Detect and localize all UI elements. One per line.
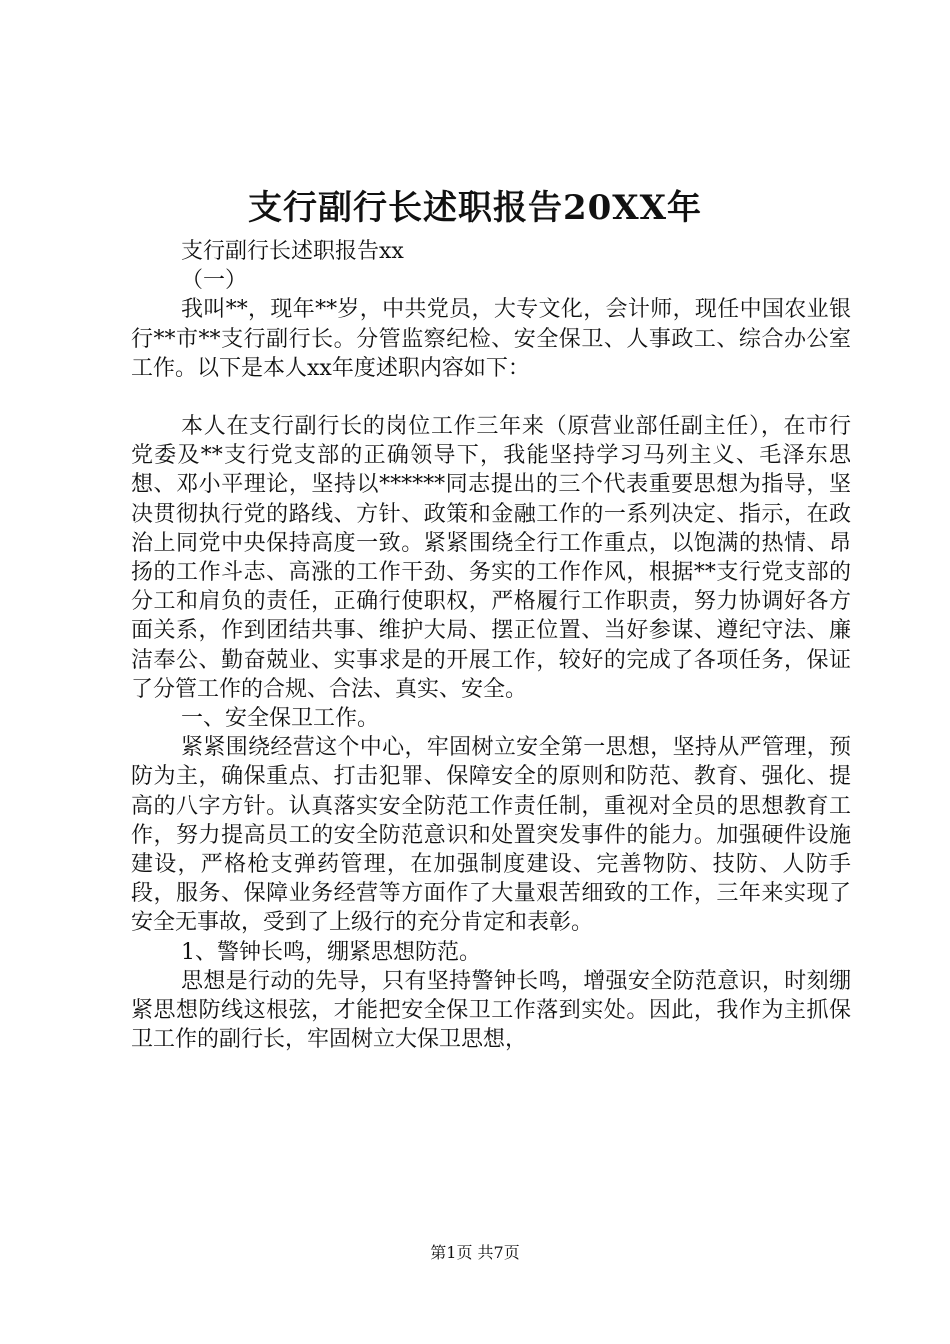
section-heading: 一、安全保卫工作。: [181, 706, 380, 732]
body-paragraph: 紧紧围绕经营这个中心，牢固树立安全第一思想，坚持从严管理，预防为主，确保重点、打击犯罪、保障安全的原则和防范、教育、强化、提高的八字方针。认真落实安全防范工作责任制，重视对全员的思想教育工作，努力提高员工的安全防范意识和处置突发事件的能力。加强硬件设施建设，严格枪支弹药管理，在加强制度建设、完善物防、技防、人防手段，服务、保障业务经营等方面作了大量艰苦细致的工作，三年来实现了安全无事故，受到了上级行的充分肯定和表彰。: [131, 735, 851, 936]
body-paragraph: 思想是行动的先导，只有坚持警钟长鸣，增强安全防范意识，时刻绷紧思想防线这根弦，才能把安全保卫工作落到实处。因此，我作为主抓保卫工作的副行长，牢固树立大保卫思想，: [131, 968, 851, 1053]
intro-paragraph: 我叫**，现年**岁，中共党员，大专文化，会计师，现任中国农业银行**市**支行副行长。分管监察纪检、安全保卫、人事政工、综合办公室工作。以下是本人xx年度述职内容如下：: [131, 297, 851, 381]
page-number-footer: 第1页 共7页: [430, 1243, 520, 1262]
document-body: [131, 237, 851, 1054]
subtitle-paragraph: 支行副行长述职报告xx: [181, 239, 404, 264]
body-paragraph: 本人在支行副行长的岗位工作三年来（原营业部任副主任），在市行党委及**支行党支部的正确领导下，我能坚持学习马列主义、毛泽东思想、邓小平理论，坚持以******同志提出的三个代表重要思想为指导，坚决贯彻执行党的路线、方针、政策和金融工作的一系列决定、指示，在政治上同党中央保持高度一致。紧紧围绕全行工作重点，以饱满的热情、昂扬的工作斗志、高涨的工作干劲、务实的工作作风，根据**支行党支部的分工和肩负的责任，正确行使职权，严格履行工作职责，努力协调好各方面关系，作到团结共事、维护大局、摆正位置、当好参谋、遵纪守法、廉洁奉公、勤奋兢业、实事求是的开展工作，较好的完成了各项任务，保证了分管工作的合规、合法、真实、安全。: [131, 414, 851, 702]
document-title: 支行副行长述职报告20XX年: [247, 188, 703, 228]
section-marker: （一）: [181, 268, 248, 294]
subsection-heading: 1、警钟长鸣，绷紧思想防范。: [181, 939, 481, 965]
